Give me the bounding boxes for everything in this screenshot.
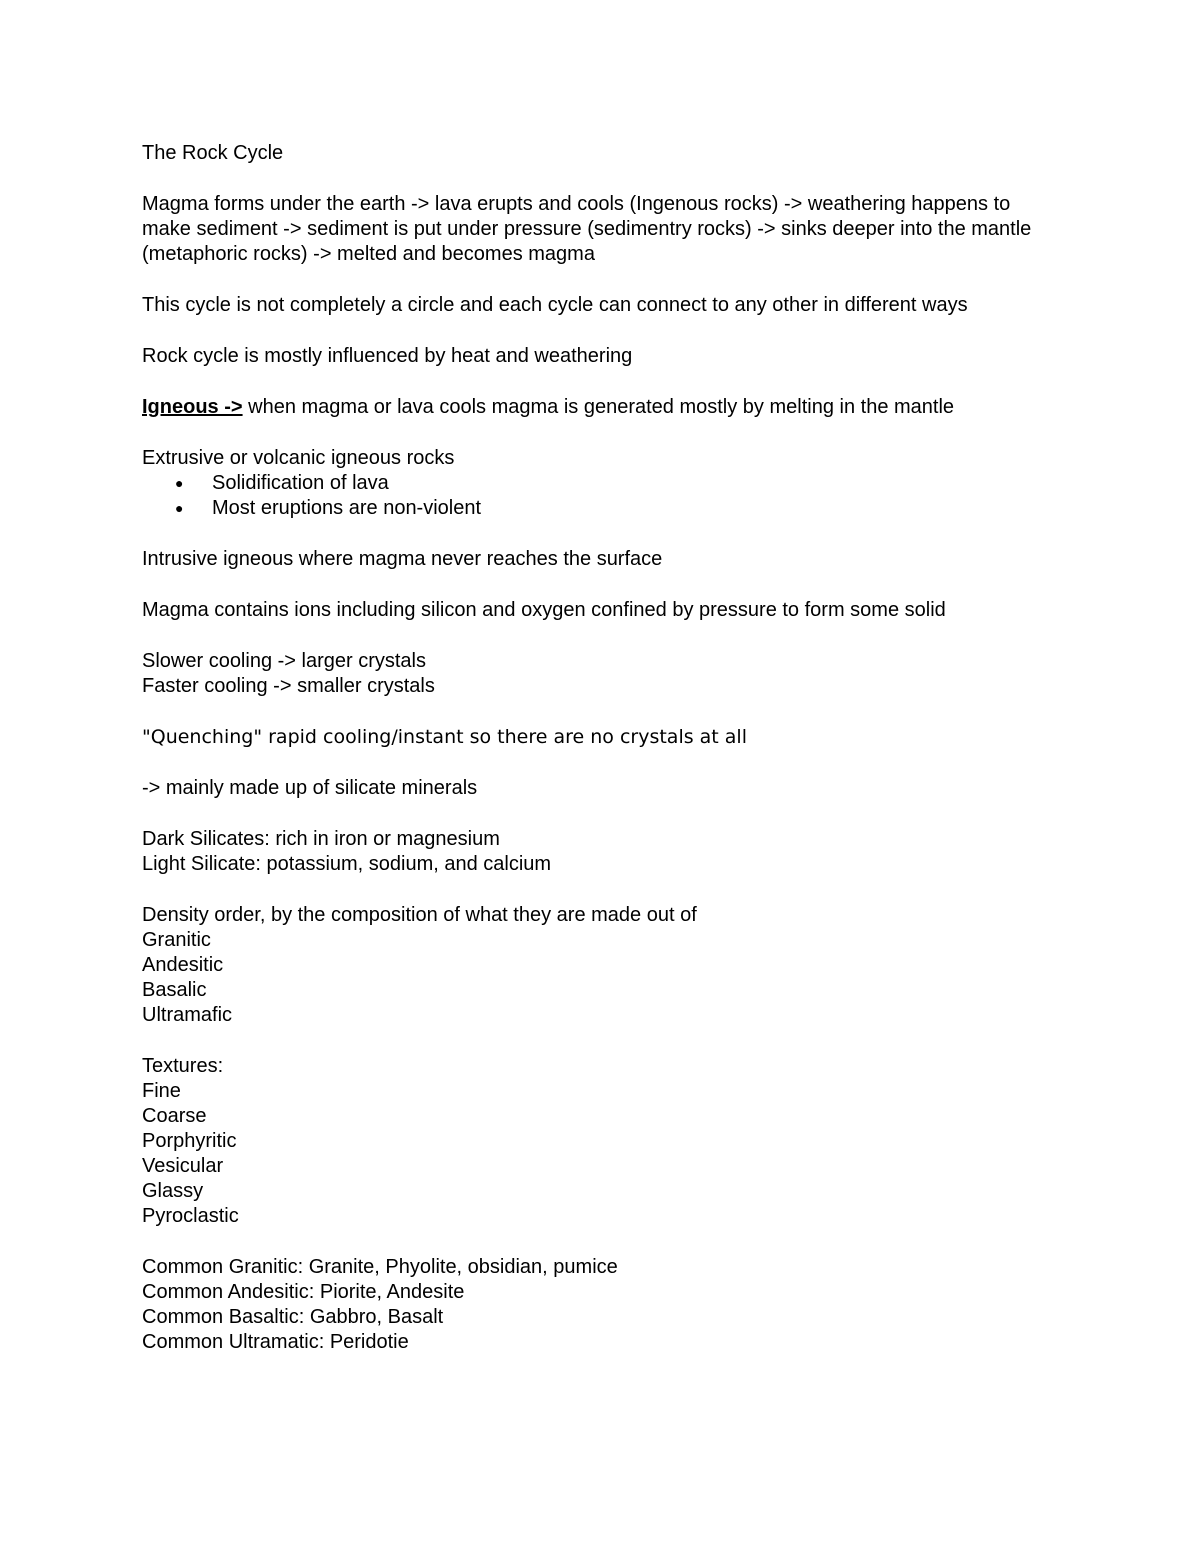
density-item: Granitic: [142, 929, 211, 951]
density-item: Basalic: [142, 979, 207, 1001]
cooling-line: Slower cooling -> larger crystals: [142, 650, 426, 672]
cooling-line: Faster cooling -> smaller crystals: [142, 675, 435, 697]
list-item-text: Solidification of lava: [212, 472, 389, 494]
cooling-section: [142, 649, 1062, 699]
texture-item: Vesicular: [142, 1155, 224, 1177]
texture-item: Coarse: [142, 1105, 207, 1127]
extrusive-section: [142, 446, 1062, 521]
textures-heading: Textures:: [142, 1055, 224, 1077]
textures-section: [142, 1054, 1062, 1229]
extrusive-heading: Extrusive or volcanic igneous rocks: [142, 447, 455, 469]
intrusive-note: Intrusive igneous where magma never reaches the surface: [142, 548, 663, 570]
bullet-icon: ●: [175, 475, 184, 491]
list-item: [142, 496, 1062, 521]
texture-item: Glassy: [142, 1180, 204, 1202]
texture-item: Porphyritic: [142, 1130, 237, 1152]
texture-item: Fine: [142, 1080, 181, 1102]
igneous-label: Igneous ->: [142, 396, 243, 418]
cycle-note: This cycle is not completely a circle and each cycle can connect to any other in different ways: [142, 294, 968, 316]
common-rocks-section: [142, 1255, 1062, 1355]
common-rock-line: Common Ultramatic: Peridotie: [142, 1331, 409, 1353]
page-title: The Rock Cycle: [142, 142, 284, 164]
influence-note: Rock cycle is mostly influenced by heat and weathering: [142, 345, 633, 367]
common-rock-line: Common Andesitic: Piorite, Andesite: [142, 1281, 465, 1303]
texture-item: Pyroclastic: [142, 1205, 239, 1227]
igneous-text: when magma or lava cools magma is generated mostly by melting in the mantle: [242, 396, 955, 418]
quenching-note: "Quenching" rapid cooling/instant so there are no crystals at all: [142, 726, 747, 748]
list-item: [142, 471, 1062, 496]
bullet-icon: ●: [175, 500, 184, 516]
common-rock-line: Common Basaltic: Gabbro, Basalt: [142, 1306, 444, 1328]
magma-ions-note: Magma contains ions including silicon and oxygen confined by pressure to form some solid: [142, 599, 946, 621]
density-section: [142, 903, 1062, 1028]
igneous-paragraph: [142, 395, 1062, 420]
common-rock-line: Common Granitic: Granite, Phyolite, obsidian, pumice: [142, 1256, 618, 1278]
list-item-text: Most eruptions are non-violent: [212, 497, 482, 519]
document-page: [142, 141, 1062, 1355]
density-item: Ultramafic: [142, 1004, 233, 1026]
silicate-line: Light Silicate: potassium, sodium, and calcium: [142, 853, 552, 875]
silicate-line: Dark Silicates: rich in iron or magnesium: [142, 828, 500, 850]
extrusive-bullet-list: [142, 471, 1062, 521]
density-item: Andesitic: [142, 954, 224, 976]
silicates-section: [142, 827, 1062, 877]
density-heading: Density order, by the composition of what they are made out of: [142, 904, 697, 926]
intro-paragraph: Magma forms under the earth -> lava erupts and cools (Ingenous rocks) -> weathering happens to make sediment -> sediment is put under pressure (sedimentry rocks) -> sinks deeper into the mantle (metaphoric rocks) -> melted and becomes magma: [142, 193, 1032, 265]
silicate-note: -> mainly made up of silicate minerals: [142, 777, 478, 799]
